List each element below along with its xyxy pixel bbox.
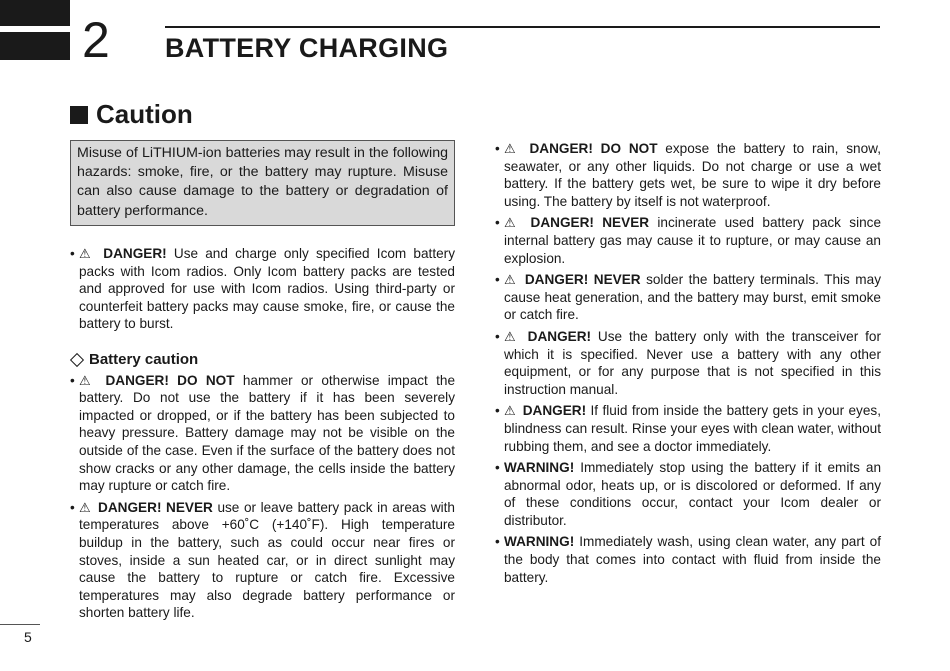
chapter-title: BATTERY CHARGING — [165, 33, 449, 63]
warning-triangle-icon: ⚠ — [79, 246, 95, 261]
right-column — [495, 140, 881, 590]
black-square-icon — [70, 106, 88, 124]
bullet: • — [495, 460, 500, 476]
item-text: incinerate used battery pack since internal battery gas may cause it to rupture, or may cause an explosion. — [504, 215, 882, 266]
item-label: DANGER! DO NOT — [529, 141, 658, 156]
battery-caution-title: Battery caution — [89, 350, 199, 368]
bullet: • — [70, 499, 75, 515]
item-label: DANGER! — [103, 246, 167, 261]
bullet: • — [495, 141, 500, 156]
item-label: DANGER! NEVER — [98, 499, 213, 515]
item-text: solder the battery terminals. This may cause heat generation, and the battery may burst, emit smoke or catch fire. — [504, 272, 881, 323]
bullet: • — [495, 215, 500, 231]
chapter-tab-marker — [0, 0, 70, 62]
warning-triangle-icon: ⚠ — [504, 403, 517, 419]
warning-list — [495, 459, 881, 586]
item-text: Use and charge only specified Icom battery packs with Icom radios. Only Icom battery packs are tested and approved for use with Icom radios. Using third-party or counterfeit battery packs may cause smoke, fire, or cause the battery to burst. — [79, 246, 455, 332]
battery-caution-heading — [70, 351, 455, 369]
warning-triangle-icon: ⚠ — [504, 272, 518, 288]
list-item — [70, 499, 455, 622]
item-label: WARNING! — [504, 460, 575, 476]
caution-box: Misuse of LiTHIUM-ion batteries may result in the following hazards: smoke, fire, or the battery may rupture. Misuse can also cause damage to the battery or degradation of battery performance. — [70, 140, 455, 226]
item-text: hammer or otherwise impact the battery. Do not use the battery if it has been severely impacted or dropped, or if the battery has been subjected to heavy pressure. Battery damage may not be visible on the outside of the case. Even if the surface of the battery does not show cracks or any other damage, the cells inside the battery may rupture or catch fire. — [79, 372, 456, 494]
list-item — [495, 214, 881, 267]
section-title-text: Caution — [96, 99, 193, 129]
warning-triangle-icon: ⚠ — [504, 141, 520, 156]
warning-triangle-icon: ⚠ — [504, 215, 521, 231]
item-text: Immediately wash, using clean water, any part of the body that comes into contact with fluid from inside the battery. — [504, 534, 881, 585]
list-item — [495, 271, 881, 324]
tab-bar-bottom — [0, 32, 70, 60]
bullet: • — [70, 246, 75, 261]
header-rule — [165, 26, 880, 28]
item-label: DANGER! — [527, 328, 592, 344]
bullet: • — [495, 272, 500, 288]
list-item — [495, 533, 881, 586]
battery-caution-list — [70, 372, 455, 622]
bullet: • — [70, 372, 75, 388]
warning-triangle-icon: ⚠ — [79, 499, 92, 515]
item-text: use or leave battery pack in areas with temperatures above +60˚C (+140˚F). High temperature buildup in the battery, such as could occur near fires or stoves, inside a sun heated car, or in direct sunlight may cause the battery to rupture or catch fire. Excessive temperatures may also degrade battery performance or shorten battery life. — [79, 499, 455, 621]
bullet: • — [495, 328, 500, 344]
warning-triangle-icon: ⚠ — [79, 372, 96, 388]
diamond-icon — [70, 353, 84, 367]
item-label: DANGER! NEVER — [530, 215, 650, 231]
page-rule — [0, 624, 40, 625]
item-text: expose the battery to rain, snow, seawater, or any other liquids. Do not charge or use a wet battery. If the battery gets wet, be sure to wipe it dry before using. The battery by itself is not waterproof. — [504, 141, 881, 209]
item-label: DANGER! DO NOT — [105, 372, 235, 388]
list-item — [70, 245, 455, 333]
chapter-number: 2 — [82, 12, 110, 68]
section-title — [70, 99, 193, 130]
item-text: Use the battery only with the transceiver for which it is specified. Never use a battery with any other equipment, or for any purpose that is not specified in this instruction manual. — [504, 328, 881, 397]
page-number: 5 — [24, 629, 32, 645]
item-label: DANGER! — [522, 403, 587, 419]
item-label: WARNING! — [504, 534, 575, 550]
tab-bar-top — [0, 0, 70, 26]
list-item — [70, 372, 455, 495]
item-label: DANGER! NEVER — [524, 272, 641, 288]
item-text: If fluid from inside the battery gets in your eyes, blindness can result. Rinse your eyes with clean water, without rubbing them, and see a doctor immediately. — [504, 403, 881, 454]
item-text: Immediately stop using the battery if it emits an abnormal odor, heats up, or is discolored or deformed. If any of these conditions occur, contact your Icom dealer or distributor. — [504, 460, 881, 528]
left-column — [70, 245, 455, 626]
left-danger-list — [70, 245, 455, 333]
right-danger-list — [495, 140, 881, 455]
list-item — [495, 459, 881, 529]
bullet: • — [495, 534, 500, 550]
list-item — [495, 328, 881, 398]
list-item — [495, 140, 881, 210]
list-item — [495, 402, 881, 455]
warning-triangle-icon: ⚠ — [504, 328, 519, 344]
bullet: • — [495, 403, 500, 419]
